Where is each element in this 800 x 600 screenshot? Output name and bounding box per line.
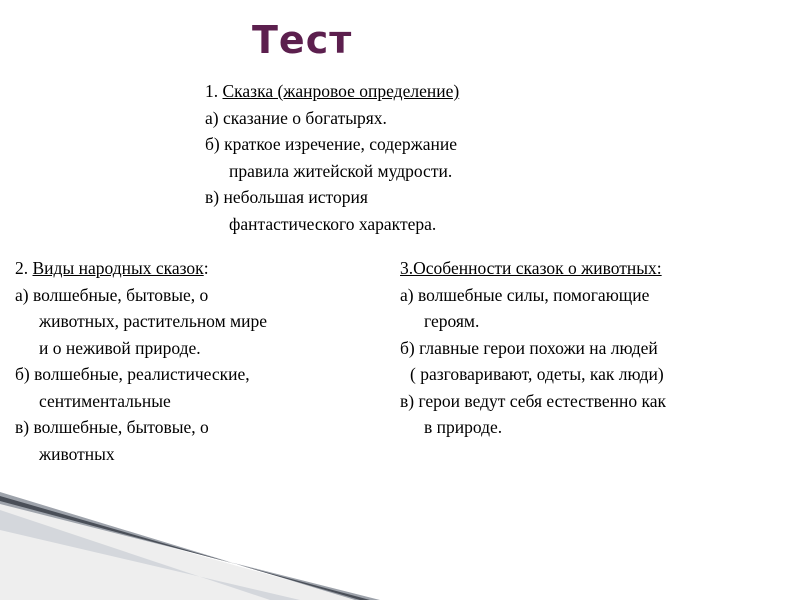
question-2-option-b: б) волшебные, реалистические, bbox=[15, 364, 250, 384]
question-1-number: 1. bbox=[205, 81, 223, 101]
question-1 bbox=[205, 78, 585, 237]
question-3-heading: 3.Особенности сказок о животных: bbox=[400, 258, 662, 278]
question-3-option-b-cont: ( разговаривают, одеты, как люди) bbox=[410, 364, 664, 384]
decorative-corner-stripes bbox=[0, 490, 800, 600]
question-1-heading bbox=[205, 78, 585, 105]
question-3-option-a: а) волшебные силы, помогающие bbox=[400, 284, 650, 305]
question-3-option-a-cont: героям. bbox=[424, 311, 480, 331]
question-2-heading bbox=[15, 255, 385, 282]
page-title: Тест bbox=[252, 18, 353, 62]
question-3-option-c-cont: в природе. bbox=[424, 417, 503, 437]
question-1-title: Сказка (жанровое определение) bbox=[222, 81, 460, 101]
question-2-suffix: : bbox=[203, 258, 209, 278]
question-1-option-b-cont: правила житейской мудрости. bbox=[229, 160, 453, 181]
question-2-option-b-cont: сентиментальные bbox=[39, 390, 171, 411]
question-1-option-c-cont: фантастического характера. bbox=[229, 213, 437, 234]
question-1-option-a: а) сказание о богатырях. bbox=[205, 107, 387, 128]
question-2-option-c: в) волшебные, бытовые, о bbox=[15, 417, 209, 437]
question-2 bbox=[15, 255, 385, 467]
question-1-option-b: б) краткое изречение, содержание bbox=[205, 134, 458, 154]
question-3-option-c: в) герои ведут себя естественно как bbox=[400, 390, 666, 411]
question-2-title: Виды народных сказок bbox=[32, 258, 204, 278]
question-1-option-c: в) небольшая история bbox=[205, 187, 368, 207]
question-3-option-b: б) главные герои похожи на людей bbox=[400, 337, 658, 358]
question-2-option-a-cont-1: животных, растительном мире bbox=[39, 311, 268, 331]
question-3 bbox=[400, 255, 790, 441]
question-2-number: 2. bbox=[15, 258, 33, 278]
question-2-option-a-cont-2: и о неживой природе. bbox=[39, 337, 201, 358]
question-2-option-a: а) волшебные, бытовые, о bbox=[15, 284, 209, 305]
question-2-option-c-cont: животных bbox=[39, 443, 115, 464]
